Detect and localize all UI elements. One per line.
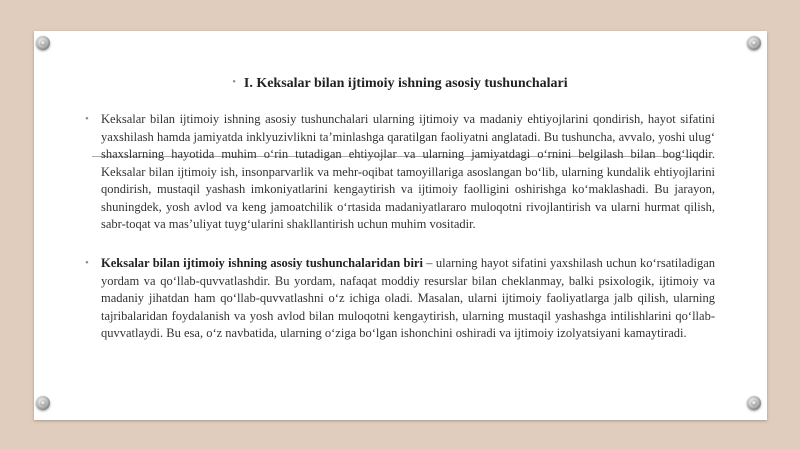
pushpin-icon — [747, 396, 761, 410]
bullet-icon: • — [232, 77, 236, 88]
bullet-icon: • — [85, 113, 89, 125]
slide-title: I. Keksalar bilan ijtimoiy ishning asosiy tushunchalari — [243, 76, 568, 91]
bullet-icon: • — [85, 257, 89, 269]
paragraph-2 — [85, 255, 715, 343]
paragraph-1 — [85, 111, 715, 234]
paragraph-1-text: Keksalar bilan ijtimoiy ishning asosiy tushunchalari ularning ijtimoiy va madaniy ehtiyojlarini qondirish, hayot sifatini yaxshilash hamda jamiyatda inklyuzivlikni taʼminlashga qaratilgan faoliyatni anglatadi. Bu tushuncha, avvalo, yoshi ulugʻ shaxslarning hayotida muhim oʻrin tutadigan ehtiyojlar va ularning jamiyatdagi oʻrnini belgilash bilan bogʻliqdir. Keksalar bilan ijtimoiy ish, insonparvarlik va mehr-oqibat tamoyillariga asoslangan boʻlib, ularning kundalik ehtiyojlarini qondirish, mustaqil yashash imkoniyatlarini kengaytirish va ijtimoiy faolligini oshirishga koʻmaklashadi. Bu jarayon, shuningdek, yosh avlod va keng jamoatchilik oʻrtasida madaniyatlararo muloqotni rivojlantirish va ularni hurmat qilish, sabr-toqat va masʼuliyat tuygʻularini shakllantirish uchun muhim vositadir. — [101, 112, 715, 231]
slide-title-row — [0, 76, 800, 92]
pushpin-icon — [747, 36, 761, 50]
paragraph-2-lead: Keksalar bilan ijtimoiy ishning asosiy tushunchalaridan biri — [101, 256, 423, 270]
pushpin-icon — [36, 36, 50, 50]
paragraph-2-text: – ularning hayot sifatini yaxshilash uchun koʻrsatiladigan yordam va qoʻllab-quvvatlashdir. Bu yordam, nafaqat moddiy resurslar bilan cheklanmay, balki psixologik, ijtimoiy va madaniy jihatdan ham qoʻllab-quvvatlashni oʻz ichiga oladi. Masalan, ularni ijtimoiy faoliyatlarga jalb qilish, ularning tajribalaridan foydalanish va yosh avlod bilan muloqotni kengaytirish, ularning mustaqil yashashga intilishlarini qoʻllab-quvvatlaydi. Bu esa, oʻz navbatida, ularning oʻziga boʻlgan ishonchini oshiradi va ijtimoiy izolyatsiyani kamaytiradi. — [101, 256, 715, 340]
pushpin-icon — [36, 396, 50, 410]
